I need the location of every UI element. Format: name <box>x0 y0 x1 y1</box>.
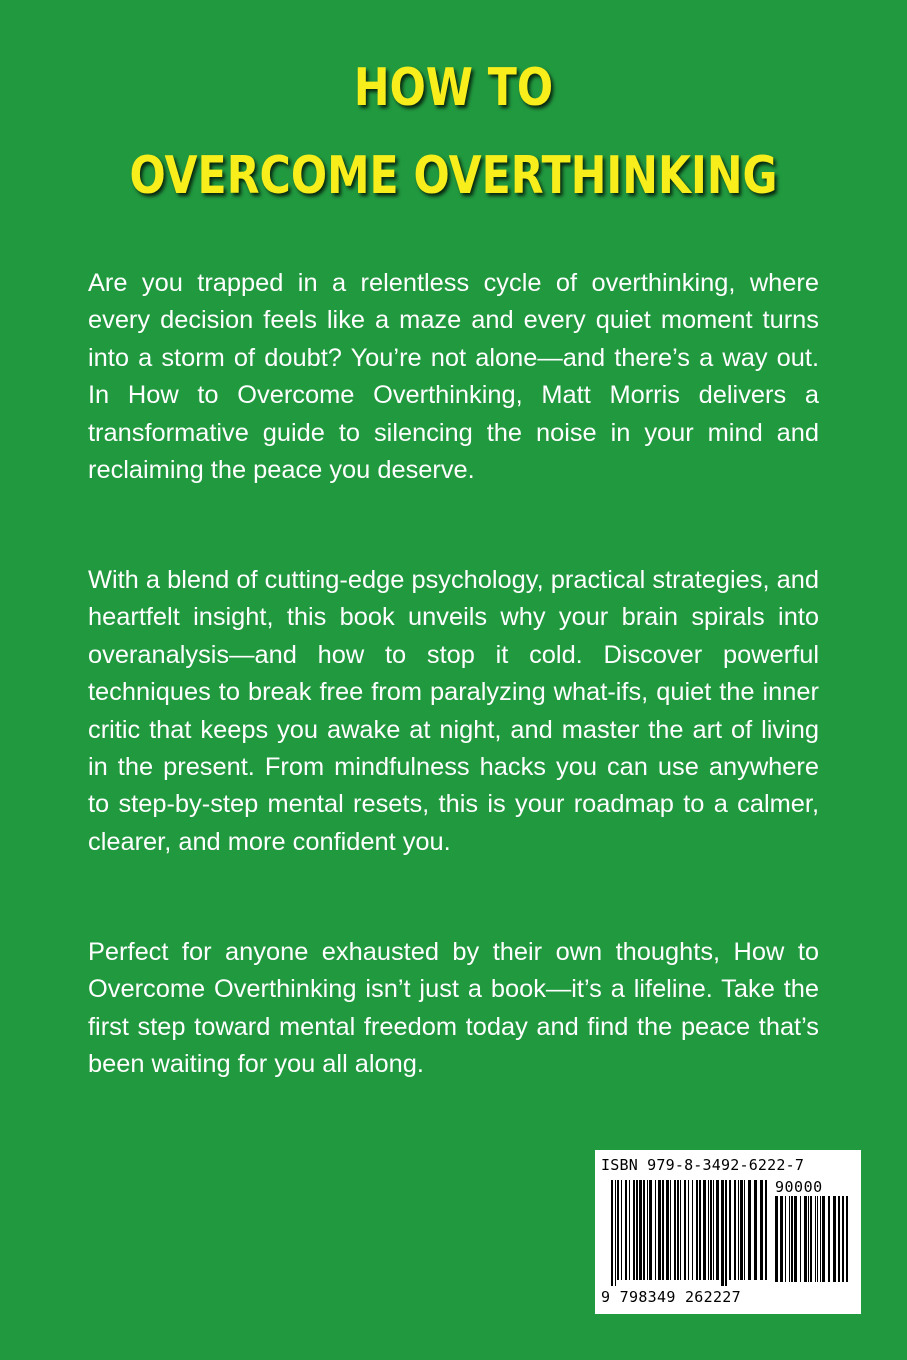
blurb-paragraph-2: With a blend of cutting-edge psychology, practical strategies, and heartfelt insight, this book unveils why your brain spirals into overanalysis—and how to stop it cold. Discover powerful techniques to break free from paralyzing what-ifs, quiet the inner critic that keeps you awake at night, and master the art of living in the present. From mindfulness hacks you can use anywhere to step-by-step mental resets, this is your roadmap to a calmer, clearer, and more confident you. <box>88 566 819 856</box>
barcode-bar <box>611 1180 613 1286</box>
barcode-bar <box>684 1180 686 1280</box>
barcode-bar <box>775 1196 778 1282</box>
blurb-paragraph-3: Perfect for anyone exhausted by their own thoughts, How to Overcome Overthinking isn’t just a book—it’s a lifeline. Take the first step toward mental freedom today and find the peace that’s been waiting for you all along. <box>88 938 819 1079</box>
barcode-bar <box>808 1196 809 1282</box>
barcode-bar <box>820 1196 821 1282</box>
barcode-bar <box>760 1180 763 1280</box>
barcode-bar <box>692 1180 693 1280</box>
barcode-bar <box>670 1180 671 1280</box>
barcode-bar <box>838 1196 840 1282</box>
barcode-bar <box>754 1180 757 1280</box>
barcode-bar <box>846 1196 848 1282</box>
ean-barcode-bars <box>611 1180 769 1290</box>
barcode-bar <box>716 1180 719 1280</box>
barcode-bar <box>617 1180 619 1280</box>
barcode-bar <box>674 1180 676 1280</box>
barcode-bar <box>842 1196 844 1282</box>
barcode-bar <box>721 1180 724 1286</box>
barcode-bar <box>621 1180 622 1280</box>
barcode-bar <box>696 1180 698 1280</box>
blurb-paragraph-1: Are you trapped in a relentless cycle of overthinking, where every decision feels like a maze and every quiet moment turns into a storm of doubt? You’re not alone—and there’s a way out. In How to Overcome Overthinking, Matt Morris delivers a transformative guide to silencing the noise in your mind and reclaiming the peace you deserve. <box>88 269 819 485</box>
barcode-bar <box>785 1196 786 1282</box>
barcode-bar <box>639 1180 642 1280</box>
ean-digits: 9 798349 262227 <box>601 1288 741 1306</box>
barcode-bar <box>658 1180 661 1280</box>
barcode-bar <box>815 1196 816 1282</box>
barcode-bar <box>708 1180 709 1280</box>
barcode-bar <box>647 1180 648 1280</box>
barcode-bar <box>649 1180 652 1280</box>
barcode-bar <box>688 1180 689 1280</box>
barcode-bar <box>738 1180 739 1280</box>
barcode-bar <box>699 1180 701 1280</box>
barcode-bar <box>725 1180 727 1286</box>
barcode-bar <box>828 1196 830 1282</box>
title-line-1: HOW TO <box>353 58 554 118</box>
isbn-barcode <box>595 1150 861 1314</box>
barcode-bar <box>629 1180 630 1280</box>
price-addon-code: 90000 <box>775 1178 823 1196</box>
barcode-bar <box>748 1180 751 1280</box>
isbn-label: ISBN 979-8-3492-6222-7 <box>601 1156 805 1174</box>
barcode-bar <box>655 1180 656 1280</box>
barcode-bar <box>625 1180 627 1280</box>
barcode-bar <box>666 1180 669 1280</box>
barcode-bar <box>615 1180 616 1286</box>
barcode-bar <box>729 1180 731 1280</box>
barcode-bar <box>633 1180 635 1280</box>
barcode-bar <box>804 1196 807 1282</box>
barcode-bar <box>800 1196 801 1282</box>
barcode-bar <box>817 1196 818 1282</box>
barcode-bar <box>703 1180 706 1280</box>
barcode-bar <box>822 1196 825 1282</box>
barcode-bar <box>765 1180 767 1280</box>
barcode-bar <box>789 1196 790 1282</box>
barcode-bar <box>643 1180 645 1280</box>
barcode-bar <box>791 1196 793 1282</box>
barcode-bar <box>744 1180 745 1280</box>
barcode-bar <box>740 1180 743 1280</box>
barcode-bar <box>680 1180 681 1280</box>
barcode-bar <box>794 1196 797 1282</box>
barcode-bar <box>810 1196 812 1282</box>
barcode-bar <box>713 1180 714 1280</box>
barcode-bar <box>677 1180 679 1280</box>
barcode-bar <box>662 1180 664 1280</box>
barcode-bar <box>833 1196 836 1282</box>
barcode-bar <box>734 1180 736 1280</box>
barcode-bar <box>780 1196 783 1282</box>
title-line-2: OVERCOME OVERTHINKING <box>129 146 778 206</box>
barcode-bar <box>710 1180 712 1280</box>
barcode-bar <box>636 1180 638 1280</box>
addon-barcode-bars <box>775 1196 851 1306</box>
